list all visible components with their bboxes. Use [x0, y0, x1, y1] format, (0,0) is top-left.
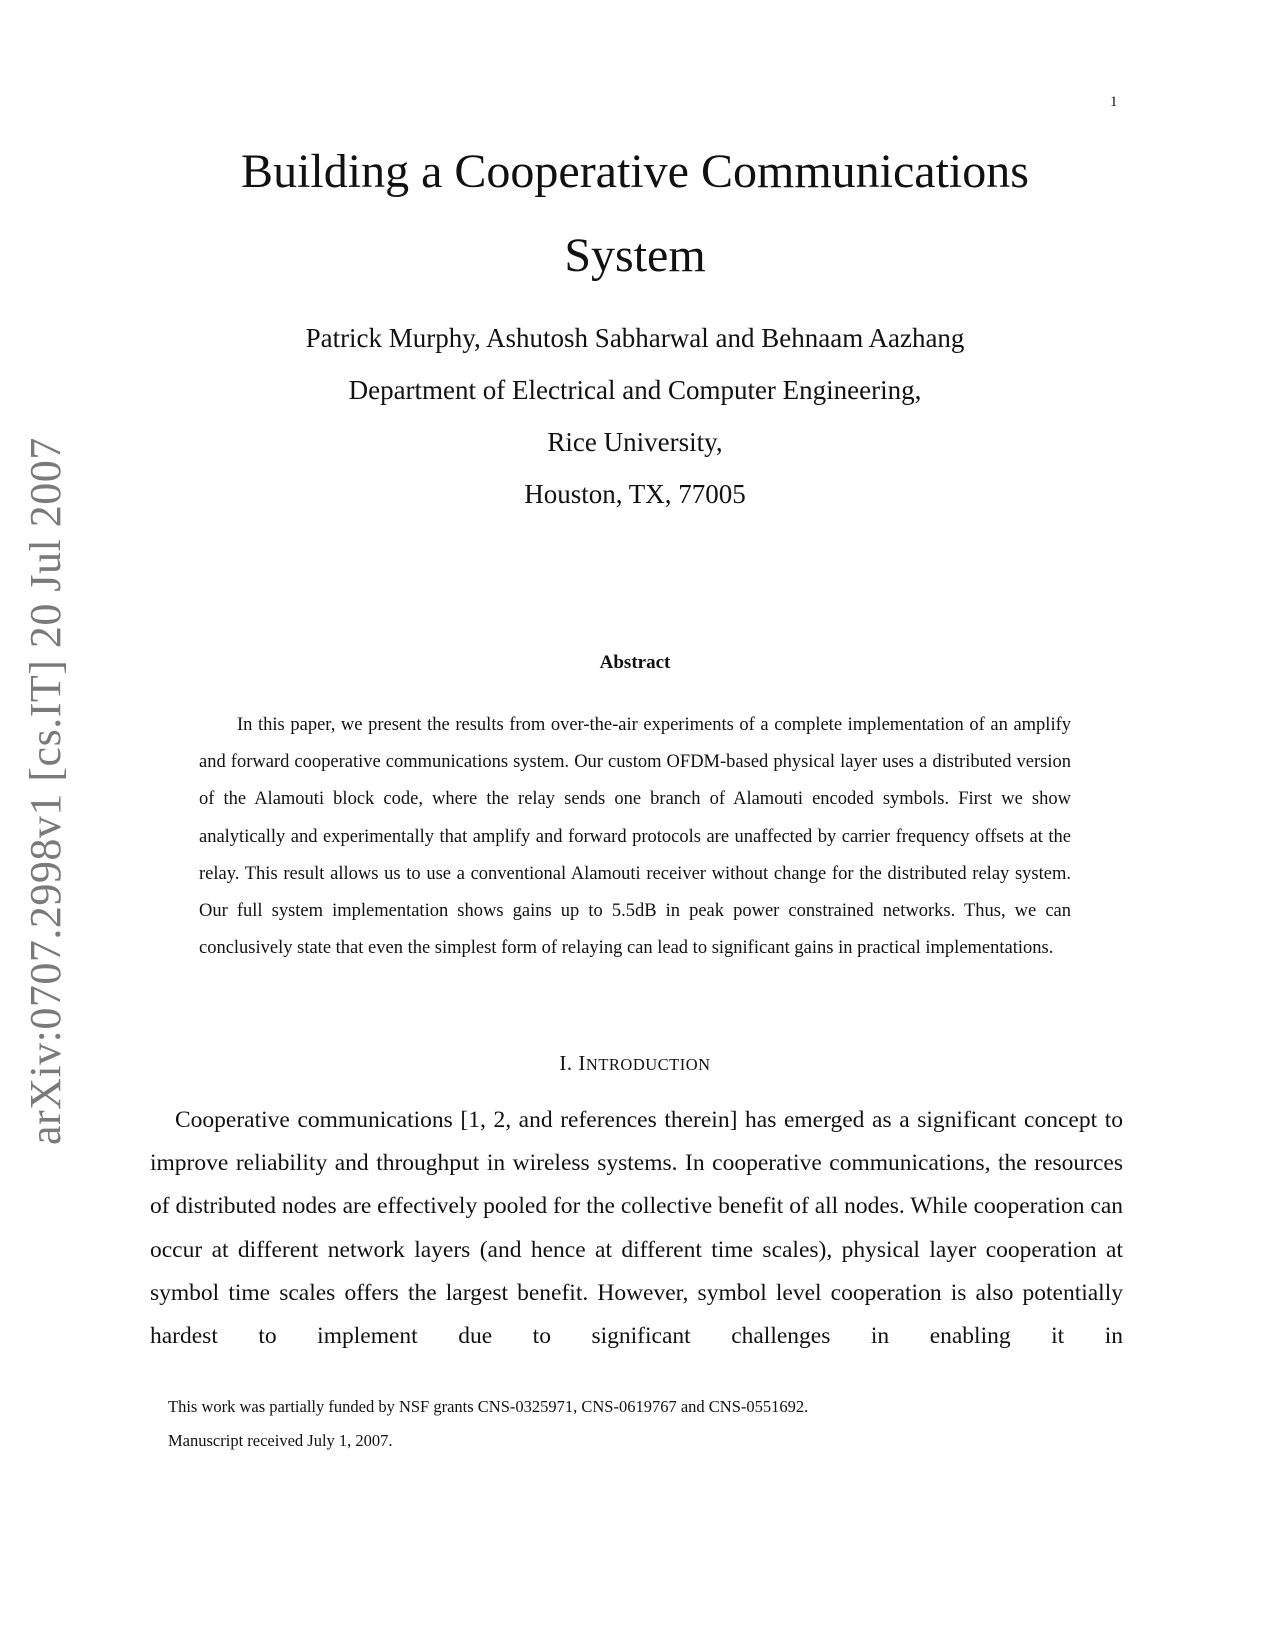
section-number: I.	[559, 1051, 573, 1075]
footnotes	[168, 1390, 1108, 1458]
arxiv-stamp: arXiv:0707.2998v1 [cs.IT] 20 Jul 2007	[21, 437, 70, 1145]
author-university: Rice University,	[547, 427, 723, 457]
author-location: Houston, TX, 77005	[524, 479, 746, 509]
footnote-funding: This work was partially funded by NSF grants CNS-0325971, CNS-0619767 and CNS-0551692.	[168, 1397, 809, 1416]
section-title-first-letter: I	[578, 1051, 586, 1075]
author-block	[190, 312, 1080, 520]
author-department: Department of Electrical and Computer Engineering,	[348, 375, 922, 405]
paper-title-line-2: System	[564, 229, 706, 282]
author-names: Patrick Murphy, Ashutosh Sabharwal and Behnaam Aazhang	[305, 323, 965, 353]
paper-title	[190, 130, 1080, 298]
section-title-rest: NTRODUCTION	[585, 1055, 711, 1074]
introduction-text: Cooperative communications [1, 2, and references therein] has emerged as a significant concept to improve reliability and throughput in wireless systems. In cooperative communications, the resources of distributed nodes are effectively pooled for the collective benefit of all nodes. While cooperation can occur at different network layers (and hence at different time scales), physical layer cooperation at symbol time scales offers the largest benefit. However, symbol level cooperation is also potentially hardest to implement due to significant challenges in enabling it in	[150, 1107, 1123, 1350]
section-heading-introduction	[190, 1051, 1080, 1076]
paper-title-line-1: Building a Cooperative Communications	[241, 145, 1029, 198]
abstract-text: In this paper, we present the results from over-the-air experiments of a complete implementation of an amplify and forward cooperative communications system. Our custom OFDM-based physical layer uses a distributed version of the Alamouti block code, where the relay sends one branch of Alamouti encoded symbols. First we show analytically and experimentally that amplify and forward protocols are unaffected by carrier frequency offsets at the relay. This result allows us to use a conventional Alamouti receiver without change for the distributed relay system. Our full system implementation shows gains up to 5.5dB in peak power constrained networks. Thus, we can conclusively state that even the simplest form of relaying can lead to significant gains in practical implementations.	[199, 715, 1071, 959]
page-number: 1	[1110, 94, 1118, 110]
footnote-received: Manuscript received July 1, 2007.	[168, 1431, 393, 1450]
abstract-heading: Abstract	[599, 652, 671, 673]
